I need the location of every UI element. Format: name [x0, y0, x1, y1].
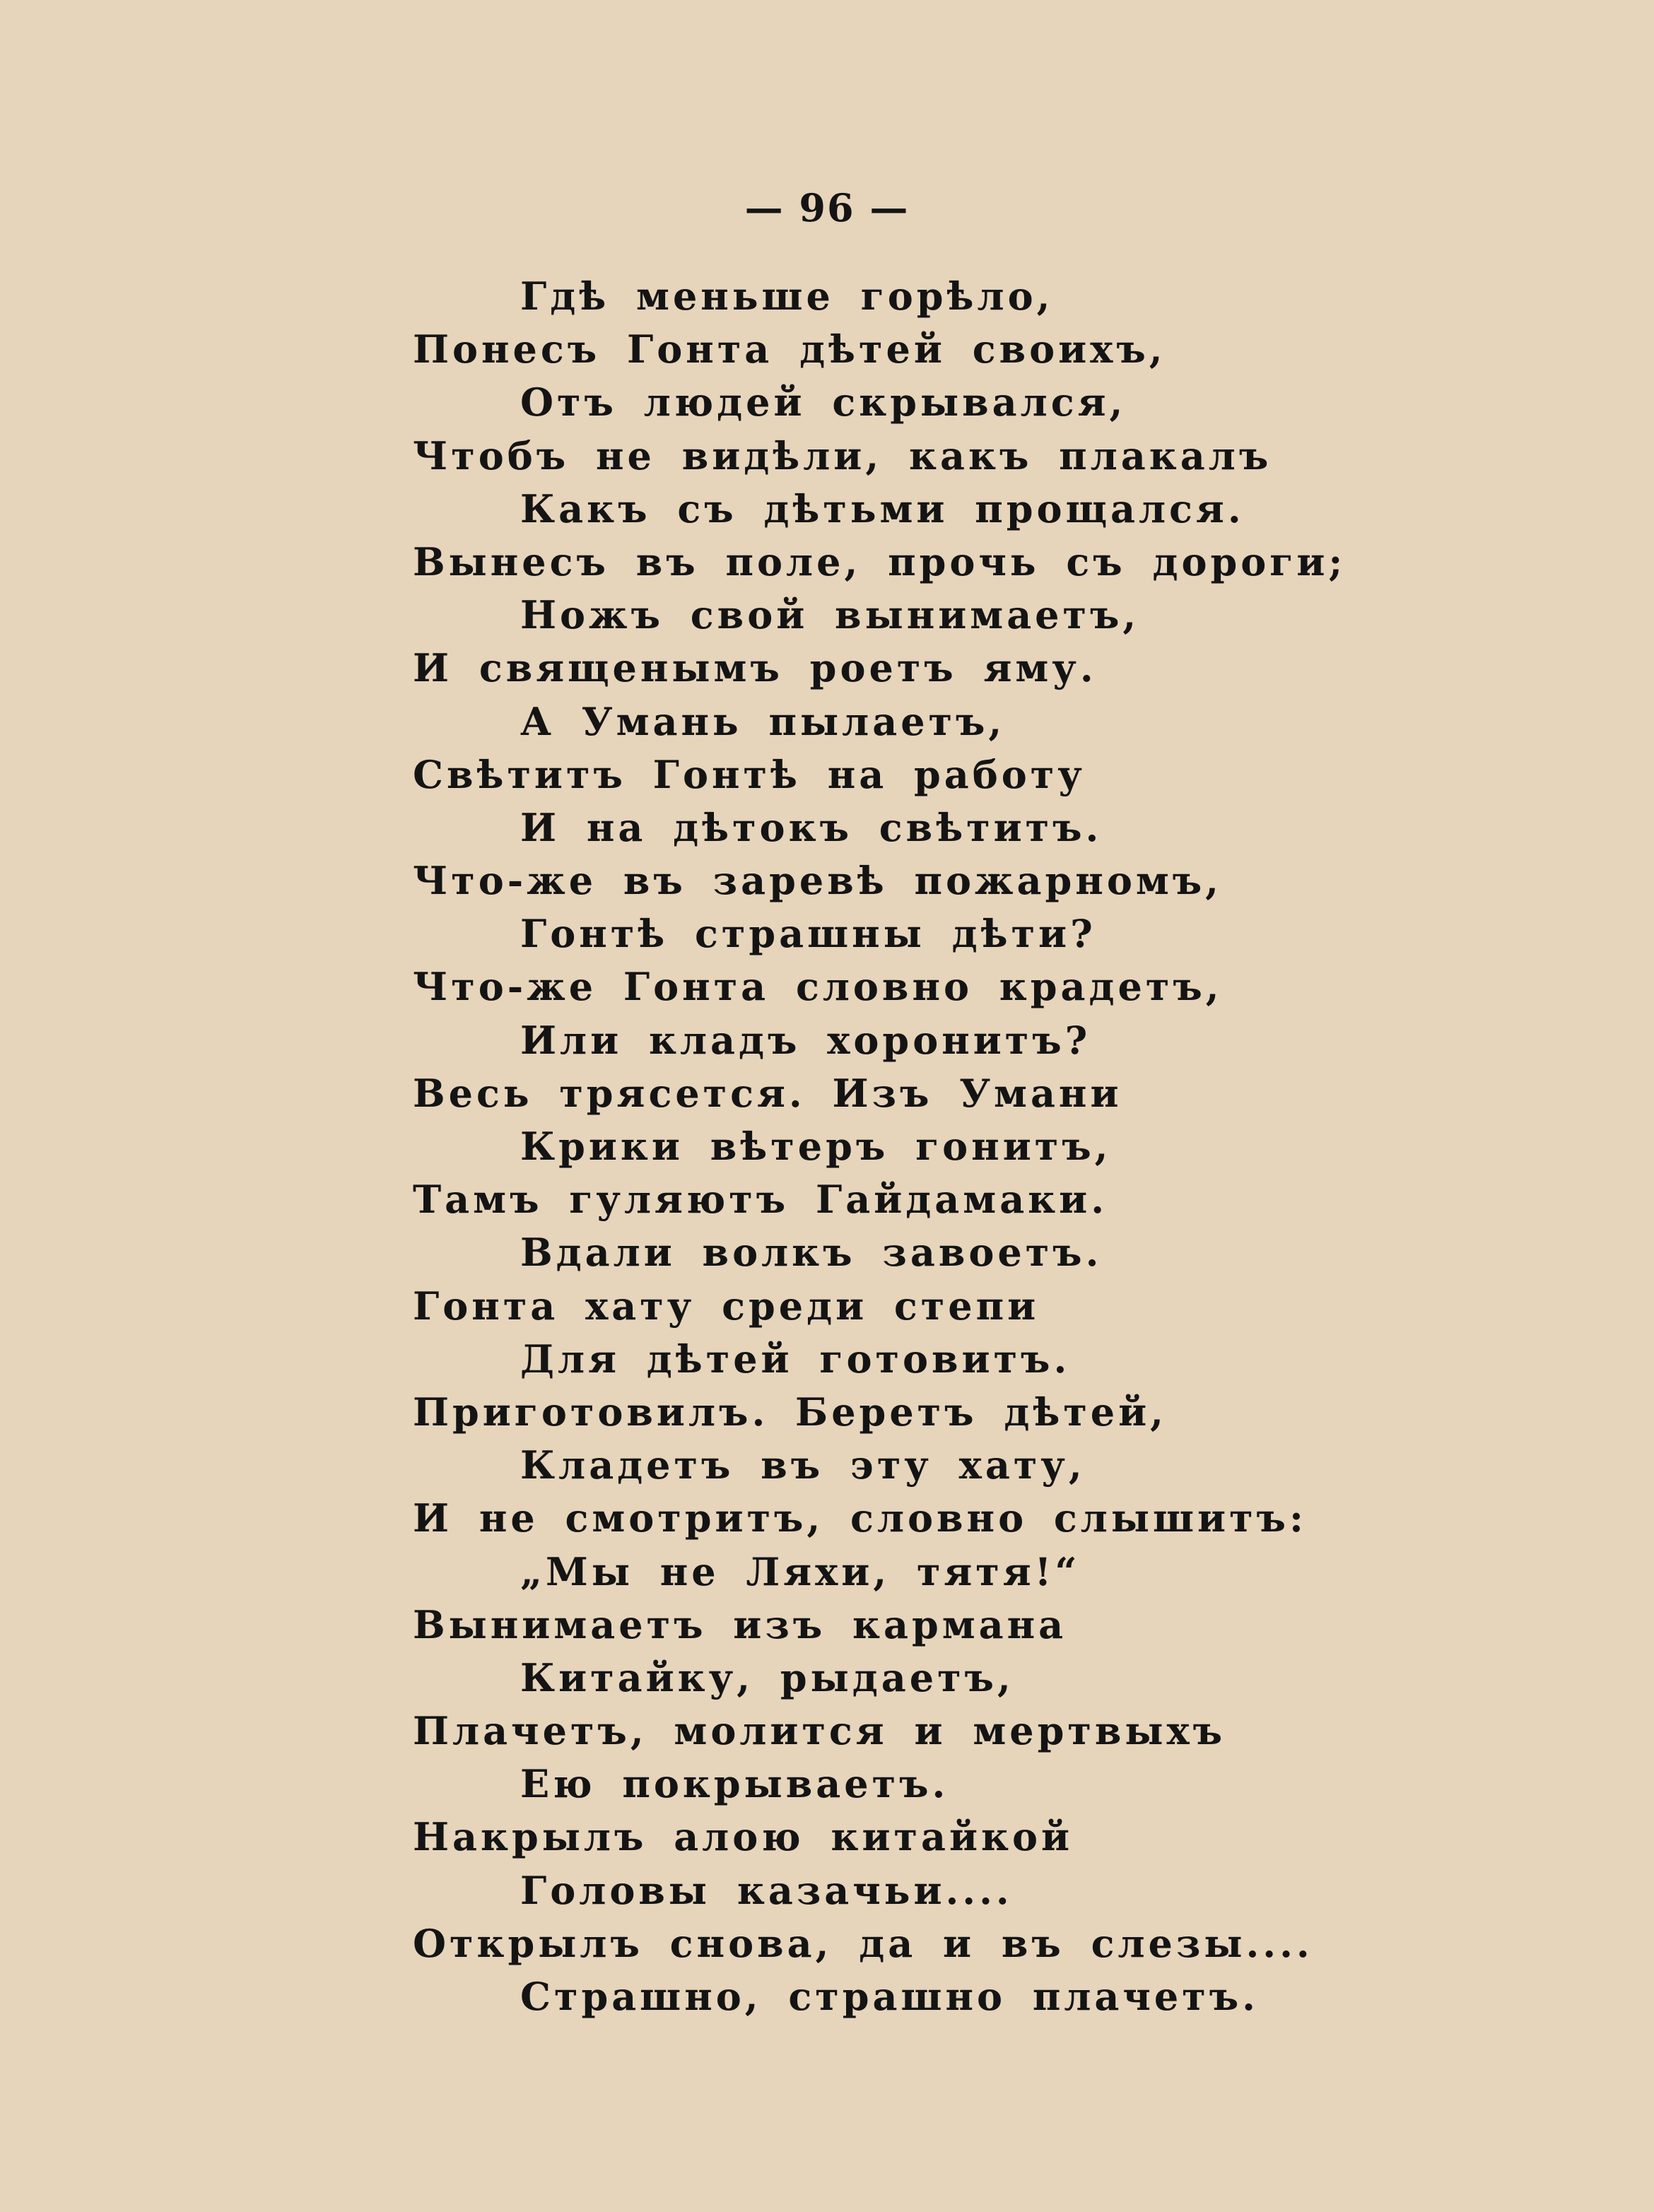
verse-line: Плачетъ, молится и мертвыхъ: [413, 1708, 1226, 1754]
page-number: — 96 —: [744, 185, 910, 230]
verse-line: И не смотритъ, словно слышитъ:: [413, 1495, 1307, 1541]
verse-line: Свѣтитъ Гонтѣ на работу: [413, 751, 1086, 797]
poem-verse: [0, 270, 1654, 2023]
verse-line: И священымъ роетъ яму.: [413, 645, 1097, 691]
verse-line: А Умань пылаетъ,: [520, 698, 1006, 744]
verse-line: Крики вѣтеръ гонитъ,: [520, 1124, 1112, 1169]
verse-line: Весь трясется. Изъ Умани: [413, 1070, 1122, 1116]
verse-line: Что-же въ заревѣ пожарномъ,: [413, 858, 1222, 904]
verse-line: Или кладъ хоронитъ?: [520, 1017, 1091, 1063]
verse-line: Что-же Гонта словно крадетъ,: [413, 964, 1223, 1010]
verse-line: „Мы не Ляхи, тятя!“: [520, 1548, 1081, 1594]
verse-line: Отъ людей скрывался,: [520, 380, 1127, 425]
verse-line: Накрылъ алою китайкой: [413, 1814, 1074, 1860]
verse-line: Кладетъ въ эту хату,: [520, 1442, 1086, 1488]
verse-line: Китайку, рыдаетъ,: [520, 1654, 1014, 1700]
verse-line: Гонтѣ страшны дѣти?: [520, 911, 1096, 957]
verse-line: Гонта хату среди степи: [413, 1283, 1040, 1329]
verse-line: Страшно, страшно плачетъ.: [520, 1974, 1259, 2019]
verse-line: Открылъ снова, да и въ слезы....: [413, 1920, 1313, 1966]
verse-line: Какъ съ дѣтьми прощался.: [520, 486, 1245, 531]
verse-line: Для дѣтей готовитъ.: [520, 1336, 1071, 1382]
verse-line: Гдѣ меньше горѣло,: [520, 273, 1054, 319]
verse-line: И на дѣтокъ свѣтитъ.: [520, 804, 1103, 850]
verse-line: Чтобъ не видѣли, какъ плакалъ: [413, 433, 1272, 478]
verse-line: Понесъ Гонта дѣтей своихъ,: [413, 326, 1166, 372]
verse-line: Ею покрываетъ.: [520, 1761, 949, 1807]
verse-line: Приготовилъ. Беретъ дѣтей,: [413, 1389, 1167, 1435]
verse-line: Вынимаетъ изъ кармана: [413, 1601, 1067, 1647]
verse-line: Ножъ свой вынимаетъ,: [520, 592, 1140, 638]
verse-line: Головы казачьи....: [520, 1867, 1013, 1913]
verse-line: Вдали волкъ завоетъ.: [520, 1230, 1103, 1276]
verse-line: Тамъ гуляютъ Гайдамаки.: [413, 1177, 1108, 1223]
verse-line: Вынесъ въ поле, прочь съ дороги;: [413, 539, 1347, 584]
